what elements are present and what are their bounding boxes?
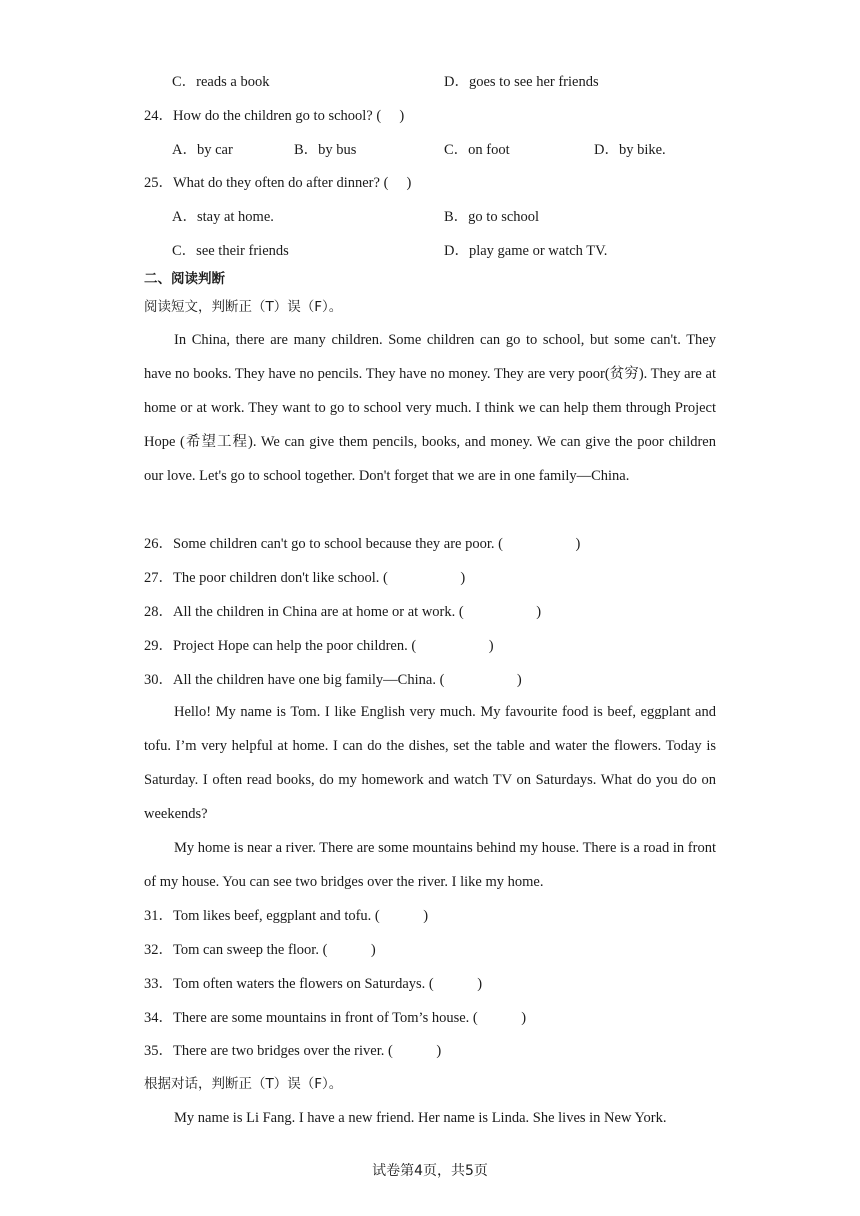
q35: 35．There are two bridges over the river. ( ) [144, 1043, 442, 1059]
passage-1-text: In China, there are many children. Some children can go to school, but some can't. They have no books. They have no pencils. They have no money. They are very poor(贫穷). They are at home or at work. They want to go to school very much. I think we can help them through Project Hope (希望工程). We can give them pencils, books, and money. We can give the poor children our love. Let's go to school together. Don't forget that we are in one family—China. [144, 332, 716, 484]
q24-question: 24．How do the children go to school? ( ) [144, 108, 405, 124]
q25-option-d: D．play game or watch TV. [444, 243, 608, 259]
q31: 31．Tom likes beef, eggplant and tofu. ( ) [144, 908, 429, 924]
q24-option-b: B．by bus [294, 142, 357, 158]
passage-3-text: My name is Li Fang. I have a new friend. Her name is Linda. She lives in New York. [174, 1110, 667, 1126]
q24-option-c: C．on foot [444, 142, 510, 158]
q34: 34．There are some mountains in front of Tom’s house. ( ) [144, 1010, 527, 1026]
q23-option-d: D．goes to see her friends [444, 74, 599, 90]
q25-option-c: C．see their friends [172, 243, 289, 259]
q25-option-a: A．stay at home. [172, 209, 274, 225]
q29: 29．Project Hope can help the poor children. ( ) [144, 638, 494, 654]
q25-option-b: B．go to school [444, 209, 540, 225]
q23-option-c: C．reads a book [172, 74, 270, 90]
q25-question: 25．What do they often do after dinner? ( ) [144, 175, 412, 191]
passage-2b [144, 832, 716, 900]
section-heading: 二、阅读判断 [144, 271, 225, 287]
q24-option-d: D．by bike. [594, 142, 666, 158]
q26: 26．Some children can't go to school because they are poor. ( ) [144, 536, 581, 552]
passage-2b-text: My home is near a river. There are some mountains behind my house. There is a road in front of my house. You can see two bridges over the river. I like my home. [144, 840, 716, 890]
page-footer: 试卷第4页，共5页 [372, 1163, 488, 1179]
passage-2a-text: Hello! My name is Tom. I like English very much. My favourite food is beef, eggplant and tofu. I’m very helpful at home. I can do the dishes, set the table and water the flowers. Today is Saturday. I often read books, do my homework and watch TV on Saturdays. What do you do on weekends? [144, 704, 716, 822]
q33: 33．Tom often waters the flowers on Saturdays. ( ) [144, 976, 483, 992]
q24-option-a: A．by car [172, 142, 233, 158]
passage-2a [144, 696, 716, 832]
q27: 27．The poor children don't like school. ( ) [144, 570, 466, 586]
instruction-1: 阅读短文，判断正（T）误（F）。 [144, 299, 343, 315]
q32: 32．Tom can sweep the floor. ( ) [144, 942, 376, 958]
q28: 28．All the children in China are at home or at work. ( ) [144, 604, 542, 620]
q30: 30．All the children have one big family—China. ( ) [144, 672, 522, 688]
passage-3 [144, 1102, 716, 1136]
instruction-2: 根据对话，判断正（T）误（F）。 [144, 1076, 343, 1092]
passage-1 [144, 324, 716, 494]
